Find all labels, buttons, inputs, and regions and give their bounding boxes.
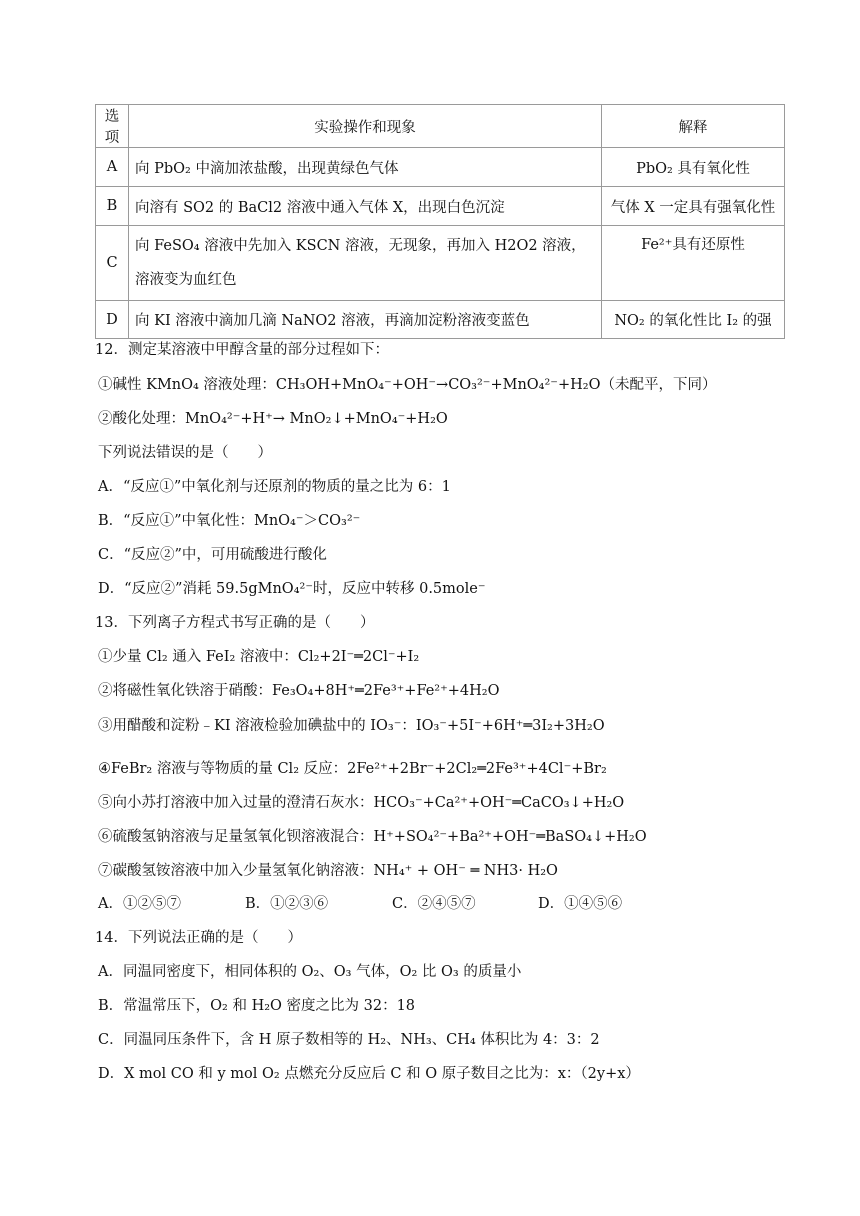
q12-option-b: B．“反应①”中氧化性：MnO₄⁻＞CO₃²⁻	[98, 513, 361, 529]
table-row	[96, 148, 785, 187]
q13-item3: ③用醋酸和淀粉﹣KI 溶液检验加碘盐中的 IO₃⁻：IO₃⁻+5I⁻+6H⁺═3I₂+3H₂O	[98, 718, 605, 734]
q13-item6: ⑥硫酸氢钠溶液与足量氢氧化钡溶液混合：H⁺+SO₄²⁻+Ba²⁺+OH⁻═BaSO₄↓+H₂O	[98, 829, 647, 845]
q13-option-c: C．②④⑤⑦	[392, 896, 476, 912]
row-operation: 向 KI 溶液中滴加几滴 NaNO2 溶液，再滴加淀粉溶液变蓝色	[129, 301, 602, 339]
row-option: C	[96, 226, 129, 301]
q14-option-c: C．同温同压条件下，含 H 原子数相等的 H₂、NH₃、CH₄ 体积比为 4：3：2	[98, 1032, 600, 1048]
q12-stem: 12．测定某溶液中甲醇含量的部分过程如下：	[95, 342, 389, 358]
row-explanation: 气体 X 一定具有强氧化性	[602, 187, 785, 226]
q12-option-a: A．“反应①”中氧化剂与还原剂的物质的量之比为 6：1	[98, 479, 451, 495]
row-operation: 向 FeSO₄ 溶液中先加入 KSCN 溶液，无现象，再加入 H2O2 溶液，溶液变为血红色	[129, 226, 602, 301]
q12-option-d: D．“反应②”消耗 59.5gMnO₄²⁻时，反应中转移 0.5mole⁻	[98, 581, 486, 597]
table-row	[96, 226, 785, 301]
q12-step2: ②酸化处理：MnO₄²⁻+H⁺→ MnO₂↓+MnO₄⁻+H₂O	[98, 411, 448, 427]
q13-item2: ②将磁性氧化铁溶于硝酸：Fe₃O₄+8H⁺═2Fe³⁺+Fe²⁺+4H₂O	[98, 683, 500, 699]
row-option: D	[96, 301, 129, 339]
q14-option-d: D．X mol CO 和 y mol O₂ 点燃充分反应后 C 和 O 原子数目之比为：x：（2y+x）	[98, 1066, 640, 1082]
q14-stem: 14．下列说法正确的是（ ）	[95, 930, 302, 946]
q13-item1: ①少量 Cl₂ 通入 FeI₂ 溶液中：Cl₂+2I⁻═2Cl⁻+I₂	[98, 649, 420, 665]
header-operation: 实验操作和现象	[129, 105, 602, 148]
table-header-row	[96, 105, 785, 148]
q13-option-a: A．①②⑤⑦	[98, 896, 181, 912]
header-option: 选项	[96, 105, 129, 148]
q13-item7: ⑦碳酸氢铵溶液中加入少量氢氧化钠溶液：NH₄⁺ + OH⁻ ═ NH3· H₂O	[98, 863, 558, 879]
table-row	[96, 187, 785, 226]
row-option: A	[96, 148, 129, 187]
row-option: B	[96, 187, 129, 226]
q13-item4: ④FeBr₂ 溶液与等物质的量 Cl₂ 反应：2Fe²⁺+2Br⁻+2Cl₂═2Fe³⁺+4Cl⁻+Br₂	[98, 761, 607, 777]
q13-item5: ⑤向小苏打溶液中加入过量的澄清石灰水：HCO₃⁻+Ca²⁺+OH⁻═CaCO₃↓+H₂O	[98, 795, 625, 811]
q13-choices	[98, 892, 622, 913]
q13-option-d: D．①④⑤⑥	[538, 896, 623, 912]
q13-stem: 13．下列离子方程式书写正确的是（ ）	[95, 615, 375, 631]
q12-option-c: C．“反应②”中，可用硫酸进行酸化	[98, 547, 327, 563]
table-row	[96, 301, 785, 339]
row-explanation: PbO₂ 具有氧化性	[602, 148, 785, 187]
q12-step1: ①碱性 KMnO₄ 溶液处理：CH₃OH+MnO₄⁻+OH⁻→CO₃²⁻+MnO₄²⁻+H₂O（未配平，下同）	[98, 377, 717, 393]
header-explanation: 解释	[602, 105, 785, 148]
q14-option-a: A．同温同密度下，相同体积的 O₂、O₃ 气体，O₂ 比 O₃ 的质量小	[98, 964, 522, 980]
row-operation: 向溶有 SO2 的 BaCl2 溶液中通入气体 X，出现白色沉淀	[129, 187, 602, 226]
q13-option-b: B．①②③⑥	[245, 896, 329, 912]
row-explanation: NO₂ 的氧化性比 I₂ 的强	[602, 301, 785, 339]
row-operation: 向 PbO₂ 中滴加浓盐酸，出现黄绿色气体	[129, 148, 602, 187]
row-explanation: Fe²⁺具有还原性	[602, 226, 785, 301]
options-table	[95, 104, 785, 339]
q12-ask: 下列说法错误的是（ ）	[98, 445, 272, 461]
q14-option-b: B．常温常压下，O₂ 和 H₂O 密度之比为 32：18	[98, 998, 416, 1014]
